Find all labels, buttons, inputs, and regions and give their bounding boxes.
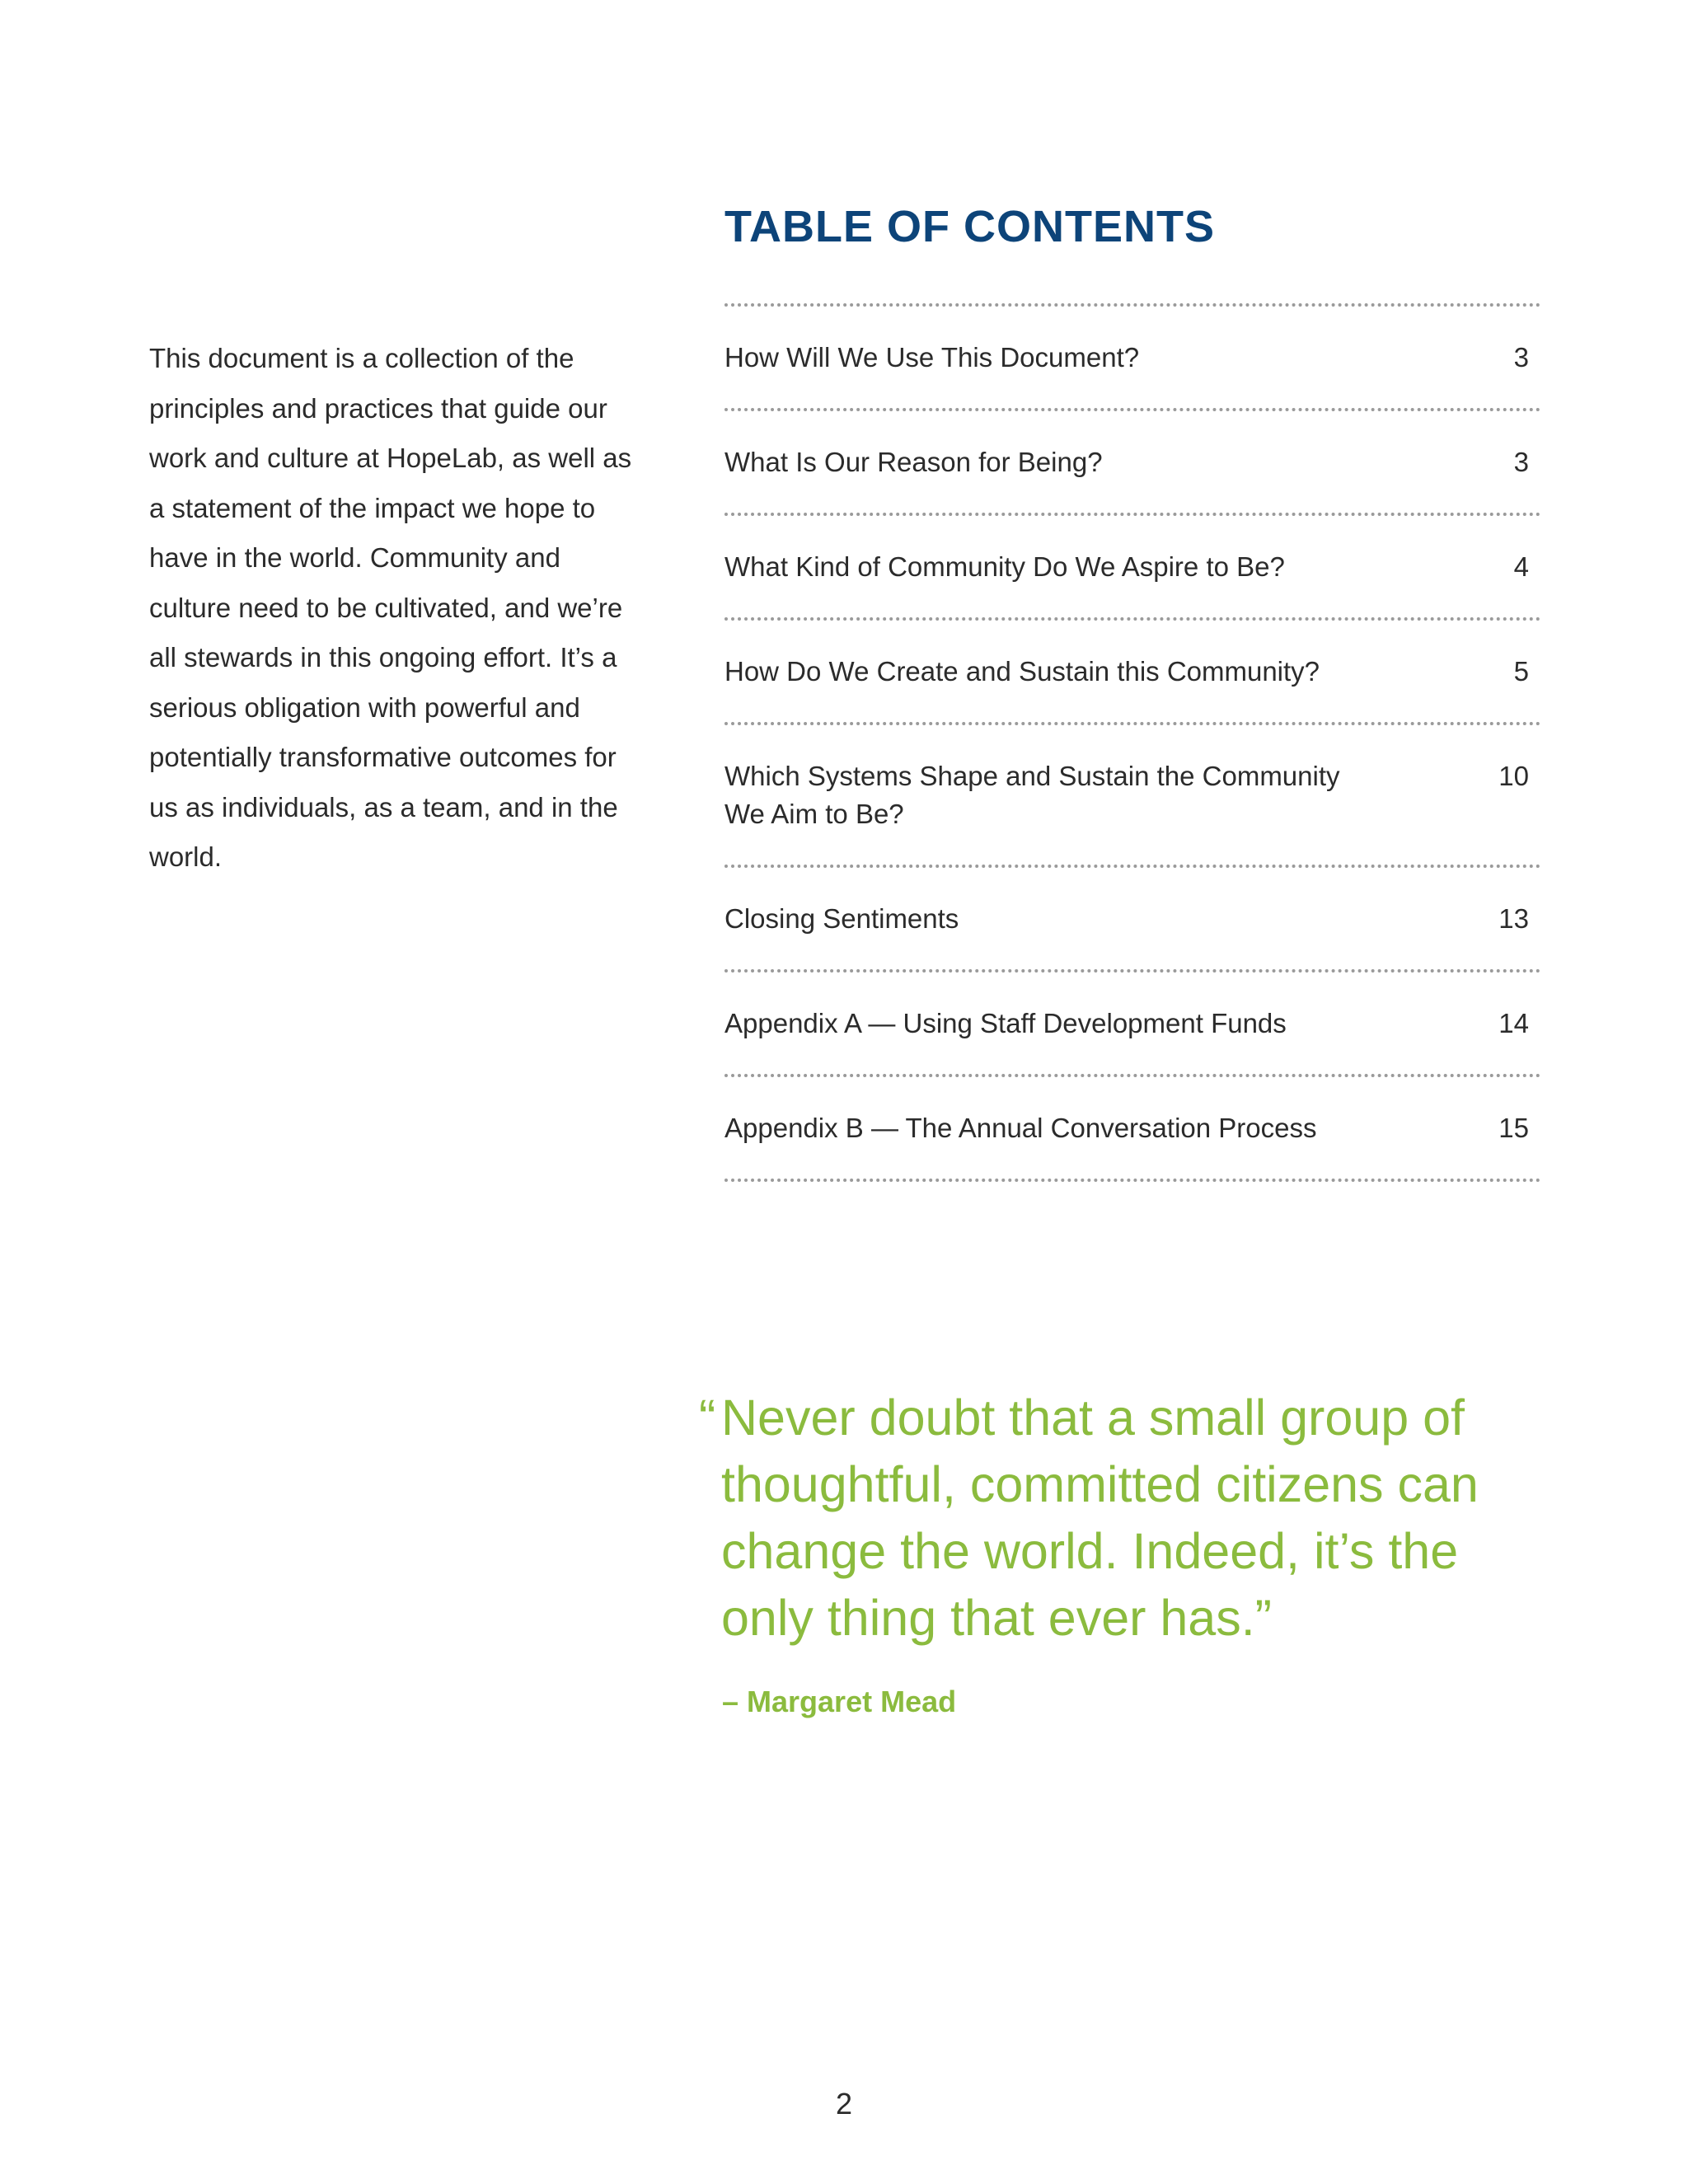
quote-text: Never doubt that a small group of thoughtful, committed citizens can change the world. Indeed, it’s the only thing that ever has.” [721,1390,1479,1646]
toc-item-page-number: 4 [1513,551,1529,582]
page-number: 2 [835,2087,853,2121]
toc-item-page-number: 15 [1498,1113,1529,1143]
toc-item-label: How Will We Use This Document? [724,342,1140,373]
quote-attribution: – Margaret Mead [722,1685,957,1718]
toc-item-label: Appendix B — The Annual Conversation Process [724,1113,1317,1143]
table-of-contents [724,303,1540,1182]
toc-item[interactable] [724,972,1540,1074]
toc-item[interactable] [724,307,1540,408]
toc-item-page-number: 13 [1498,903,1529,934]
toc-item-page-number: 3 [1513,447,1529,477]
toc-item[interactable] [724,621,1540,722]
toc-item-label: Appendix A — Using Staff Development Funds [724,1008,1287,1038]
toc-item[interactable] [724,1077,1540,1179]
toc-item-label: Which Systems Shape and Sustain the Community We Aim to Be? [724,761,1340,829]
toc-item-label: Closing Sentiments [724,903,959,934]
toc-item[interactable] [724,411,1540,513]
toc-item[interactable] [724,868,1540,969]
toc-item-label: What Is Our Reason for Being? [724,447,1103,477]
toc-item-label: What Kind of Community Do We Aspire to Be? [724,551,1285,582]
toc-item-page-number: 5 [1513,656,1529,687]
toc-item-page-number: 10 [1498,761,1529,791]
toc-divider [724,1179,1540,1182]
toc-item-label: How Do We Create and Sustain this Community? [724,656,1320,687]
toc-item[interactable] [724,725,1540,865]
toc-item-page-number: 3 [1513,342,1529,373]
toc-title: TABLE OF CONTENTS [724,202,1215,251]
toc-item[interactable] [724,516,1540,617]
quote-open-mark: “ [699,1390,716,1446]
toc-item-page-number: 14 [1498,1008,1529,1038]
pull-quote [699,1385,1523,1652]
intro-paragraph: This document is a collection of the principles and practices that guide our work and culture at HopeLab, as well as a statement of the impact we hope to have in the world. Community and culture need to be cultivated, and we’re all stewards in this ongoing effort. It’s a serious obligation with powerful and potentially transformative outcomes for us as individuals, as a team, and in the world. [149,343,632,872]
